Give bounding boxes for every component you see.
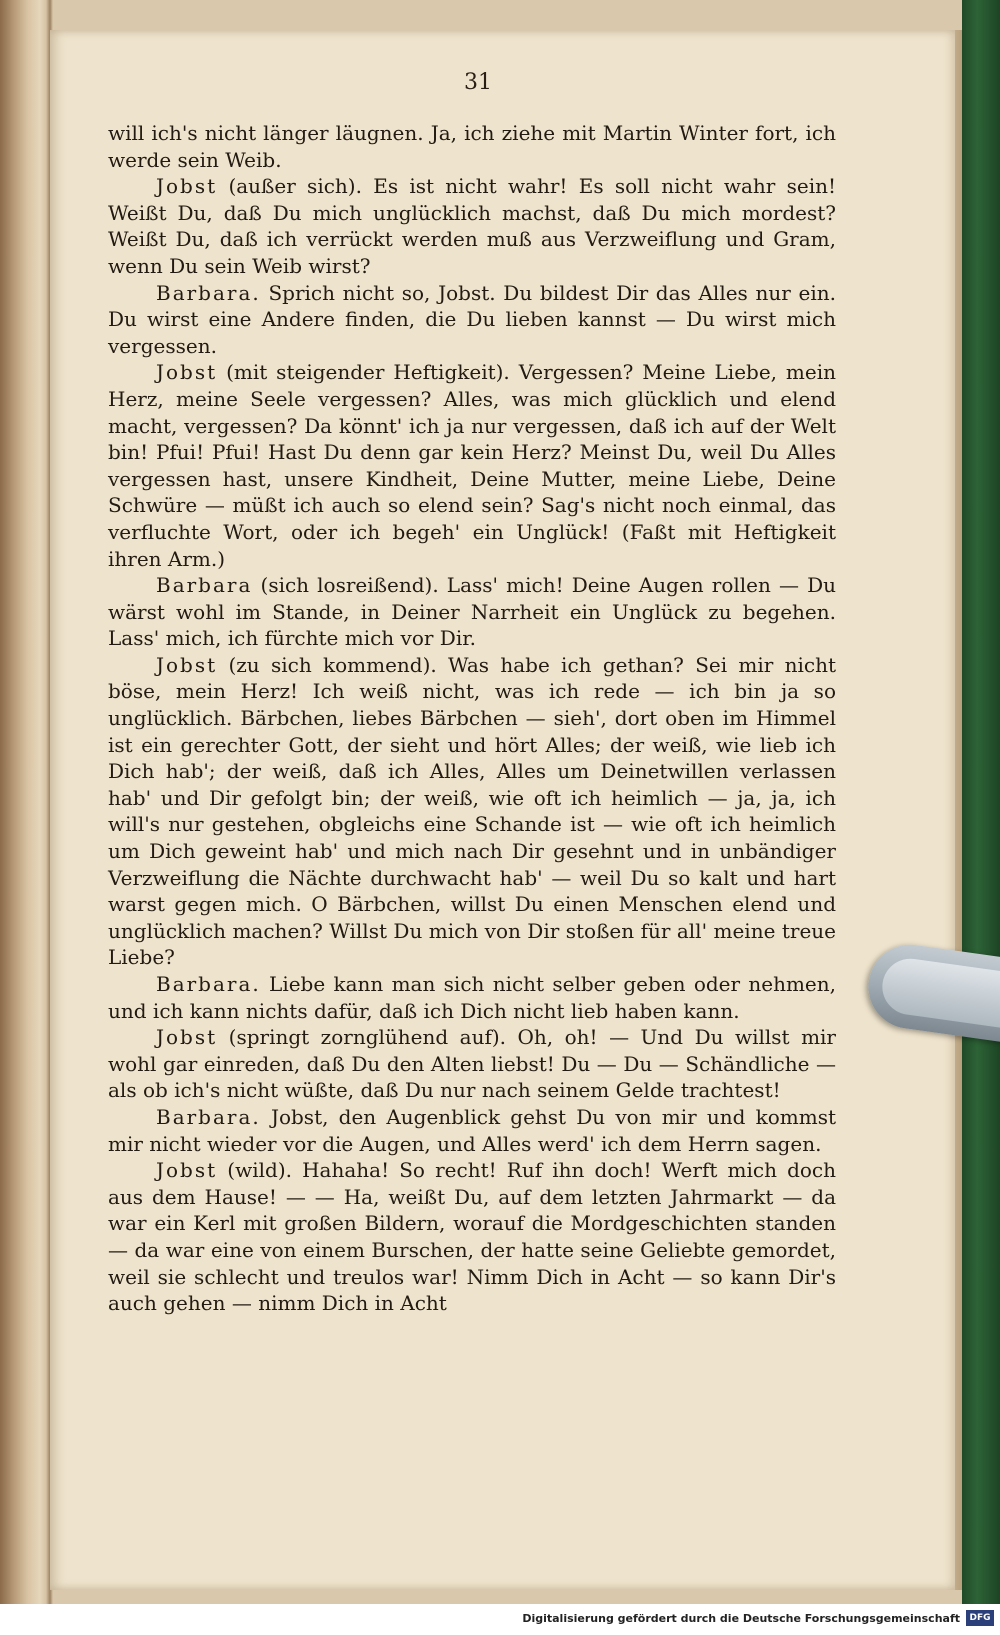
dfg-logo-icon: DFG (966, 1610, 994, 1626)
paragraph-9 (108, 1157, 836, 1317)
paragraph-text: will ich's nicht länger läugnen. Ja, ich ziehe mit Martin Winter fort, ich werde sein Weib. (108, 121, 836, 172)
scanner-backdrop (962, 0, 1000, 1635)
speaker-name: Barbara. (156, 280, 261, 305)
paragraph-text: (wild). Hahaha! So recht! Ruf ihn doch! Werft mich doch aus dem Hause! — — Ha, weißt Du, auf dem letzten Jahrmarkt — da war ein Kerl mit großen Bildern, worauf die Mordgeschichten standen — da war eine von einem Burschen, der hatte seine Geliebte gemordet, weil sie schlecht und treulos war! Nimm Dich in Acht — so kann Dir's auch gehen — nimm Dich in Acht (108, 1158, 836, 1316)
speaker-name: Barbara. (156, 972, 261, 996)
paragraph-text: Liebe kann man sich nicht selber geben oder nehmen, und ich kann nichts dafür, daß ich Dich nicht lieb haben kann. (108, 972, 836, 1023)
paragraph-text: (zu sich kommend). Was habe ich gethan? Sei mir nicht böse, mein Herz! Ich weiß nicht, was ich rede — ich bin ja so unglücklich. Bärbchen, liebes Bärbchen — sieh', dort oben im Himmel ist ein gerechter Gott, der sieht und hört Alles; der weiß, wie lieb ich Dich hab'; der weiß, daß ich Alles, Alles um Deinetwillen verlassen hab' und Dir gefolgt bin; der weiß, wie oft ich heimlich — ja, ja, ich will's nur gestehen, obgleichs eine Schande ist — wie oft ich heimlich um Dich geweint hab' und mich nach Dir gesehnt und in unbändiger Verzweiflung die Nächte durchwacht hab' — weil Du so kalt und hart warst gegen mich. O Bärbchen, willst Du einen Menschen elend und unglücklich machen? Willst Du mich von Dir stoßen für all' meine treue Liebe? (108, 652, 837, 970)
paragraph-2 (108, 280, 836, 360)
paragraph-text: (springt zornglühend auf). Oh, oh! — Und Du willst mir wohl gar einreden, daß Du den Alten liebst! Du — Du — Schändliche — als ob ich's nicht wüßte, daß Du nur nach seinem Gelde trachtest! (108, 1025, 836, 1103)
page-text (108, 120, 836, 1317)
speaker-name: Jobst (156, 652, 218, 677)
page-number: 31 (464, 70, 492, 95)
paragraph-3 (108, 359, 836, 572)
speaker-name: Jobst (156, 174, 218, 199)
paragraph-0 (108, 120, 836, 173)
paragraph-7 (108, 1024, 836, 1104)
speaker-name: Jobst (156, 1158, 218, 1183)
speaker-name: Barbara (156, 573, 253, 598)
paragraph-text: Sprich nicht so, Jobst. Du bildest Dir das Alles nur ein. Du wirst eine Andere finden, die Du lieben kannst — Du wirst mich vergessen. (108, 280, 836, 358)
speaker-name: Jobst (156, 360, 218, 385)
paragraph-8 (108, 1104, 836, 1157)
paragraph-6 (108, 971, 836, 1024)
paragraph-4 (108, 572, 836, 652)
digitization-credit: Digitalisierung gefördert durch die Deutsche Forschungsgemeinschaft (522, 1612, 960, 1625)
paragraph-text: (sich losreißend). Lass' mich! Deine Augen rollen — Du wärst wohl im Stande, in Deiner Narrheit ein Unglück zu begehen. Lass' mich, ich fürchte mich vor Dir. (108, 573, 836, 651)
speaker-name: Barbara. (156, 1104, 261, 1129)
paragraph-text: (außer sich). Es ist nicht wahr! Es soll nicht wahr sein! Weißt Du, daß Du mich unglücklich machst, daß Du mich mordest? Weißt Du, daß ich verrückt werden muß aus Verzweiflung und Gram, wenn Du sein Weib wirst? (108, 174, 837, 278)
bookmark-ribbon-highlight (879, 955, 1000, 1030)
paragraph-text: (mit steigender Heftigkeit). Vergessen? Meine Liebe, mein Herz, meine Seele vergessen? Alles, was mich glücklich und elend macht, vergessen? Da könnt' ich ja nur vergessen, daß ich auf der Welt bin! Pfui! Pfui! Hast Du denn gar kein Herz? Meinst Du, weil Du Alles vergessen hast, unsere Kindheit, Deine Mutter, meine Liebe, Deine Schwüre — müßt ich auch so elend sein? Sag's nicht noch einmal, das verfluchte Wort, oder ich begeh' ein Unglück! (Faßt mit Heftigkeit ihren Arm.) (108, 360, 837, 571)
paragraph-1 (108, 173, 836, 279)
paragraph-text: Jobst, den Augenblick gehst Du von mir und kommst mir nicht wieder vor die Augen, und Alles werd' ich dem Herrn sagen. (108, 1104, 836, 1156)
speaker-name: Jobst (156, 1025, 218, 1050)
paragraph-5 (108, 652, 836, 971)
